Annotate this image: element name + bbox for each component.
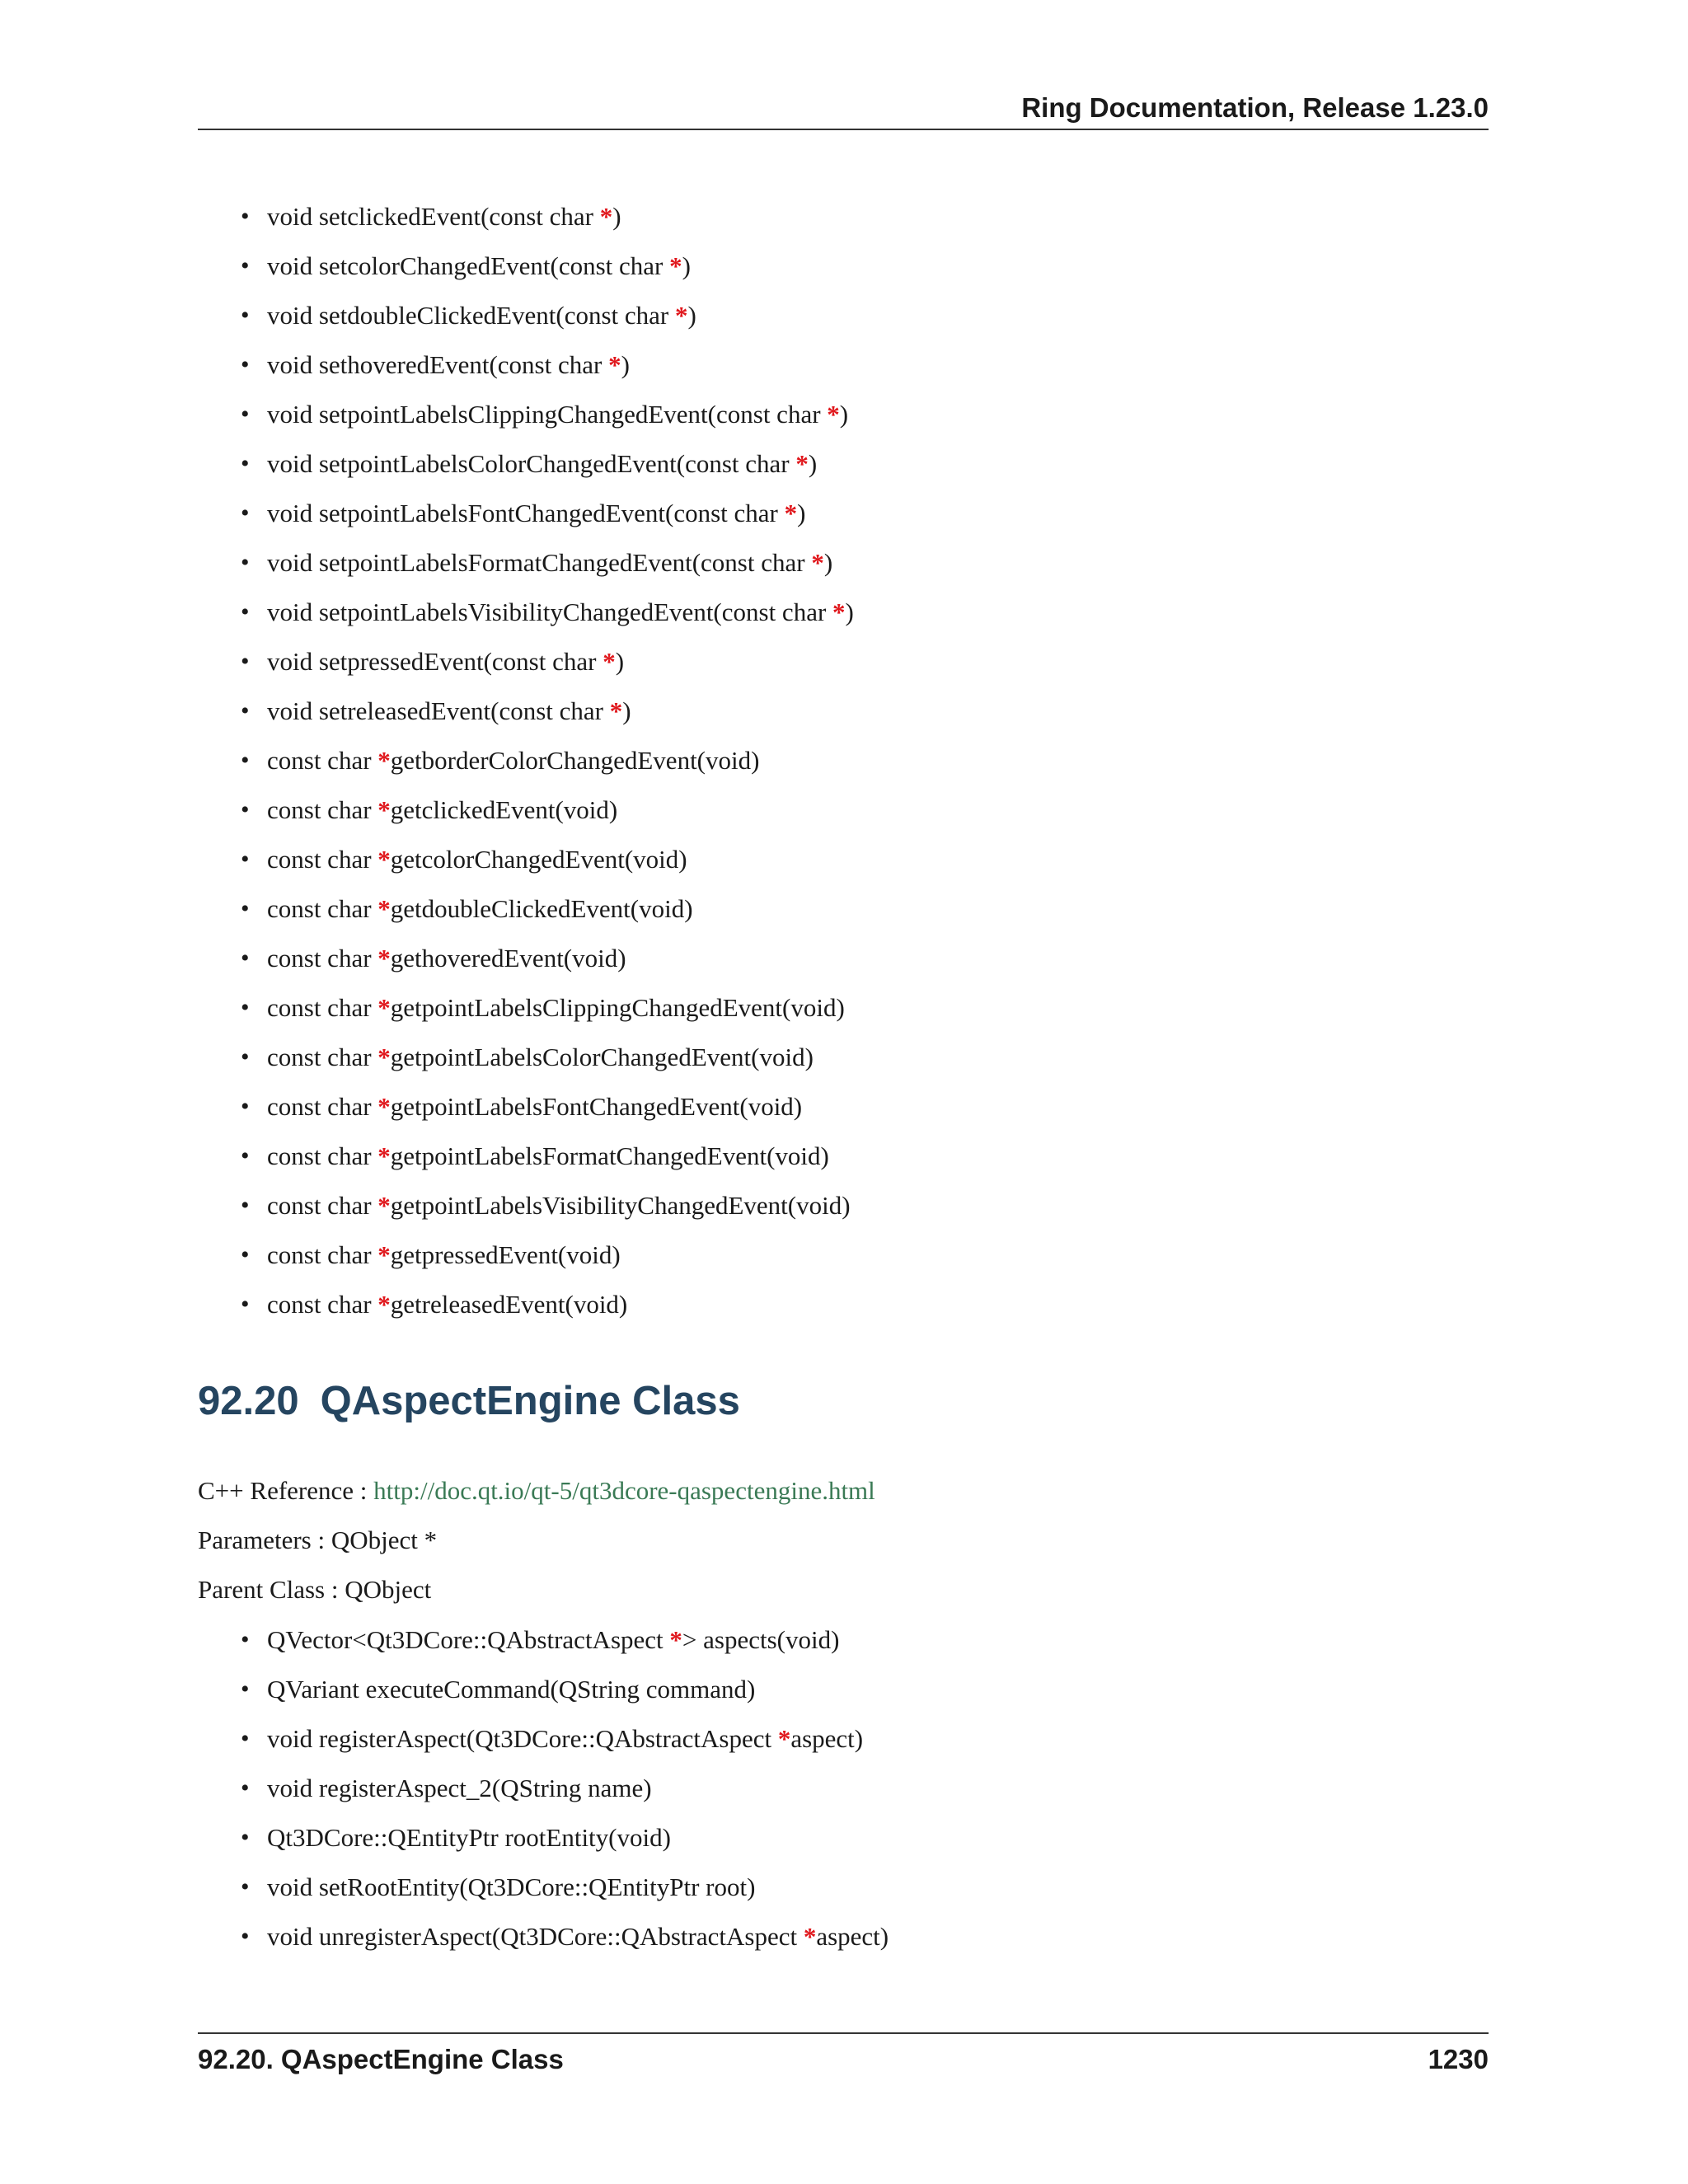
parent-class-line: Parent Class : QObject [198, 1575, 432, 1604]
pointer-asterisk: * [377, 993, 391, 1022]
method-text: void sethoveredEvent(const char [267, 350, 609, 379]
method-list-item [241, 1867, 889, 1916]
method-list-item [241, 1619, 889, 1669]
cpp-reference-line [198, 1470, 875, 1511]
method-list-item [241, 790, 854, 839]
method-text-suffix: ) [615, 647, 625, 676]
method-text: void setpointLabelsFontChangedEvent(const char [267, 499, 785, 527]
method-list-item [241, 1185, 854, 1235]
method-text-suffix: getcolorChangedEvent(void) [390, 845, 687, 874]
method-text: const char [267, 1290, 378, 1319]
pointer-asterisk: * [784, 499, 798, 527]
page-footer [198, 2032, 1489, 2082]
pointer-asterisk: * [377, 1092, 391, 1121]
method-text: const char [267, 1141, 378, 1170]
method-list-item [241, 493, 854, 542]
pointer-asterisk: * [377, 894, 391, 923]
pointer-asterisk: * [608, 350, 621, 379]
method-text: void setdoubleClickedEvent(const char [267, 301, 676, 330]
method-text-suffix: ) [682, 251, 691, 280]
method-text-suffix: getdoubleClickedEvent(void) [390, 894, 693, 923]
pointer-asterisk: * [832, 598, 846, 626]
method-text: void registerAspect(Qt3DCore::QAbstractAspect [267, 1724, 778, 1753]
pointer-asterisk: * [377, 1141, 391, 1170]
method-text-suffix: ) [808, 449, 818, 478]
method-list-item [241, 443, 854, 493]
parameters-line: Parameters : QObject * [198, 1526, 438, 1554]
method-text-suffix: getpointLabelsColorChangedEvent(void) [390, 1043, 814, 1071]
method-list-item [241, 938, 854, 987]
pointer-asterisk: * [803, 1922, 817, 1951]
pointer-asterisk: * [827, 400, 840, 429]
method-text: const char [267, 894, 378, 923]
method-text: QVariant executeCommand(QString command) [267, 1675, 756, 1704]
method-text: Qt3DCore::QEntityPtr rootEntity(void) [267, 1823, 671, 1852]
method-list-item [241, 1235, 854, 1284]
method-text: const char [267, 746, 378, 775]
method-text: void setreleasedEvent(const char [267, 696, 610, 725]
method-text: const char [267, 845, 378, 874]
method-list-item [241, 344, 854, 394]
method-text: void setpointLabelsVisibilityChangedEvent(const char [267, 598, 833, 626]
method-text-suffix: getpointLabelsClippingChangedEvent(void) [390, 993, 845, 1022]
method-text: void setclickedEvent(const char [267, 202, 600, 231]
method-list-item [241, 394, 854, 443]
pointer-asterisk: * [811, 548, 824, 577]
pointer-asterisk: * [669, 1625, 682, 1654]
method-list-bottom [241, 1619, 889, 1966]
method-text-suffix: ) [622, 696, 631, 725]
page-header [198, 89, 1489, 130]
method-list-item [241, 1768, 889, 1817]
pointer-asterisk: * [377, 795, 391, 824]
footer-section-label: 92.20. QAspectEngine Class [198, 2044, 564, 2074]
pointer-asterisk: * [377, 845, 391, 874]
method-text-suffix: ) [797, 499, 806, 527]
method-text: const char [267, 1043, 378, 1071]
pointer-asterisk: * [377, 944, 391, 972]
method-text: QVector<Qt3DCore::QAbstractAspect [267, 1625, 670, 1654]
method-text: const char [267, 944, 378, 972]
pointer-asterisk: * [377, 1043, 391, 1071]
method-text: const char [267, 1092, 378, 1121]
method-list-item [241, 196, 854, 246]
method-text-suffix: ) [823, 548, 833, 577]
method-text-suffix: > aspects(void) [682, 1625, 840, 1654]
page-number: 1230 [1428, 2044, 1489, 2074]
method-list-item [241, 1136, 854, 1185]
method-list-item [241, 641, 854, 691]
method-text: const char [267, 993, 378, 1022]
method-text-suffix: getborderColorChangedEvent(void) [390, 746, 760, 775]
method-text: void registerAspect_2(QString name) [267, 1774, 652, 1802]
method-text-suffix: getclickedEvent(void) [390, 795, 618, 824]
pointer-asterisk: * [603, 647, 616, 676]
method-text-suffix: getpointLabelsFormatChangedEvent(void) [390, 1141, 829, 1170]
method-text-suffix: ) [839, 400, 849, 429]
pointer-asterisk: * [675, 301, 688, 330]
section-number: 92.20 [198, 1379, 299, 1423]
method-text-suffix: ) [687, 301, 696, 330]
method-list-item [241, 839, 854, 888]
pointer-asterisk: * [669, 251, 682, 280]
method-list-item [241, 1086, 854, 1136]
pointer-asterisk: * [795, 449, 809, 478]
method-list-item [241, 542, 854, 592]
method-list-item [241, 1718, 889, 1768]
method-list-item [241, 1284, 854, 1333]
cpp-reference-label: C++ Reference : [198, 1476, 374, 1505]
method-text-suffix: ) [845, 598, 854, 626]
method-list-item [241, 295, 854, 344]
method-text-suffix: ) [612, 202, 621, 231]
method-text: const char [267, 1240, 378, 1269]
method-text-suffix: getpointLabelsFontChangedEvent(void) [390, 1092, 803, 1121]
pointer-asterisk: * [377, 746, 391, 775]
section-title: QAspectEngine Class [320, 1379, 740, 1423]
method-text-suffix: getreleasedEvent(void) [390, 1290, 628, 1319]
method-list-item [241, 592, 854, 641]
method-text: void setpointLabelsClippingChangedEvent(const char [267, 400, 828, 429]
method-list-item [241, 691, 854, 740]
method-text: void unregisterAspect(Qt3DCore::QAbstractAspect [267, 1922, 804, 1951]
pointer-asterisk: * [377, 1191, 391, 1220]
document-title: Ring Documentation, Release 1.23.0 [1021, 92, 1489, 123]
method-text-suffix: aspect) [816, 1922, 889, 1951]
method-text: void setpressedEvent(const char [267, 647, 603, 676]
method-list-top [241, 196, 854, 1333]
method-list-item [241, 987, 854, 1037]
method-list-item [241, 1037, 854, 1086]
method-text-suffix: getpointLabelsVisibilityChangedEvent(void) [390, 1191, 851, 1220]
pointer-asterisk: * [609, 696, 623, 725]
method-text: void setpointLabelsColorChangedEvent(const char [267, 449, 796, 478]
pointer-asterisk: * [777, 1724, 791, 1753]
method-list-item [241, 1669, 889, 1718]
method-text: void setcolorChangedEvent(const char [267, 251, 670, 280]
method-text-suffix: gethoveredEvent(void) [390, 944, 626, 972]
method-text-suffix: getpressedEvent(void) [390, 1240, 621, 1269]
method-list-item [241, 1916, 889, 1966]
method-text: void setpointLabelsFormatChangedEvent(const char [267, 548, 812, 577]
method-list-item [241, 888, 854, 938]
pointer-asterisk: * [377, 1290, 391, 1319]
method-list-item [241, 740, 854, 790]
section-heading [198, 1378, 740, 1424]
method-list-item [241, 1817, 889, 1867]
pointer-asterisk: * [377, 1240, 391, 1269]
cpp-reference-link[interactable]: http://doc.qt.io/qt-5/qt3dcore-qaspectengine.html [373, 1476, 875, 1505]
pointer-asterisk: * [599, 202, 613, 231]
method-text: const char [267, 1191, 378, 1220]
method-list-item [241, 246, 854, 295]
method-text: const char [267, 795, 378, 824]
method-text-suffix: aspect) [790, 1724, 864, 1753]
method-text-suffix: ) [621, 350, 630, 379]
method-text: void setRootEntity(Qt3DCore::QEntityPtr root) [267, 1872, 756, 1901]
